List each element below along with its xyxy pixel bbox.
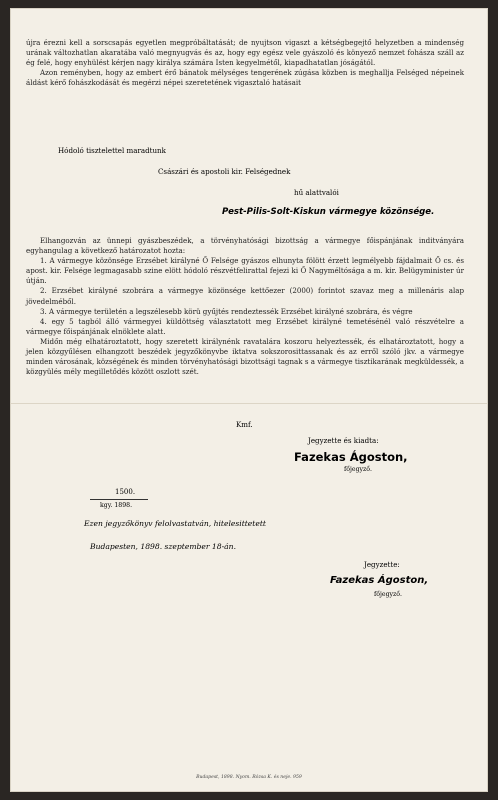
resolution-item: 3. A vármegye területén a legszélesebb körü gyűjtés rendeztessék Erzsébet királyné szobrára, és végre: [40, 306, 413, 316]
paragraph: Elhangozván az ünnepi gyászbeszédek, a törvényhatósági bizottság a vármegye főispánjának inditványára egyhangulag a következő határozatot hozta:: [26, 236, 464, 256]
closing-line: hű alattvalói: [294, 188, 339, 197]
printer-imprint: Budapest, 1898. Nyom. Rózsa K. és neje. 959: [196, 775, 302, 780]
recorded-by-label-2: Jegyzette:: [364, 560, 400, 569]
resolution-item: 4. egy 5 tagból álló vármegyei küldöttség választatott meg Erzsébet királyné temetésénél való részvételre a vármegye főispánjának elnöklete alatt.: [26, 316, 464, 336]
closing-line: Császári és apostoli kir. Felségednek: [158, 167, 291, 176]
paragraph: Midőn még elhatároztatott, hogy szeretett királynénk ravatalára koszoru helyeztessék, és elhatároztatott, hogy a jelen közgyűlésen elhangzott beszédek jegyzőkönyvbe iktatva sokszorosittassanak és az erről szóló jkv. a vármegye minden városának, községének és minden törvényhatósági bizottsági tagnak s a vármegye tisztikarának megküldessék, a közgyülés mély megilletődés között oszlott szét.: [26, 336, 464, 377]
signer-name: Fazekas Ágoston,: [294, 450, 408, 464]
closing-line: Hódoló tisztelettel maradtunk: [58, 146, 166, 155]
resolution-item: 1. A vármegye közönsége Erzsébet királyné Ő Felsége gyászos elhunyta fölött érzett legmélyebb fájdalmait Ő cs. és apost. kir. Felsége legmagasabb szine elött hódoló részvétfelirattal fejezi ki Ő Nagyméltósága a m. kir. Belügyminister úr útján.: [26, 256, 464, 286]
paper-fold: [10, 403, 488, 404]
signer-title-2: főjegyző.: [374, 591, 403, 598]
document-body: [26, 38, 464, 88]
paragraph: Azon reményben, hogy az embert érő bánatok mélységes tengerének zúgása közben is meghallja Felséged népeinek áldást kérő fohászkodását és megérzi népei szeretetének vigasztaló hatásait: [26, 68, 464, 88]
signer-title: főjegyző.: [344, 466, 373, 473]
signer-name-2: Fazekas Ágoston,: [330, 575, 429, 586]
registry-number: 1500.: [115, 488, 136, 496]
kmf-label: Kmf.: [236, 420, 253, 429]
document-sheet: [10, 8, 488, 792]
county-name: Pest-Pilis-Solt-Kiskun vármegye közönsége.: [222, 207, 435, 217]
registry-year: kgy. 1898.: [100, 502, 133, 509]
registry-rule: [90, 499, 148, 500]
place-date: Budapesten, 1898. szeptember 18-án.: [90, 542, 236, 551]
resolution-item: 2. Erzsébet királyné szobrára a vármegye közönsége kettőezer (2000) forintot szavaz meg a millenáris alap jövedelméből.: [26, 286, 464, 306]
paragraph: újra érezni kell a sorscsapás egyetlen megpróbáltatását; de nyujtson vigaszt a kétségbegejtő helyzetben a mindenség urának változhatlan akaratába való megnyugvás és az, hogy egy egész vele gyászoló és könyező nemzet fohásza száll az ég felé, hogy enyhülést kérjen nagy királya számára Isten kegyelmétől, kiapadhatatlan jóságától.: [26, 38, 464, 68]
resolution-section: [26, 236, 464, 377]
recorded-by-label: Jegyzette és kiadta:: [308, 436, 379, 445]
authentication-note: Ezen jegyzőkönyv felolvastatván, hitelesittetett: [84, 519, 266, 528]
